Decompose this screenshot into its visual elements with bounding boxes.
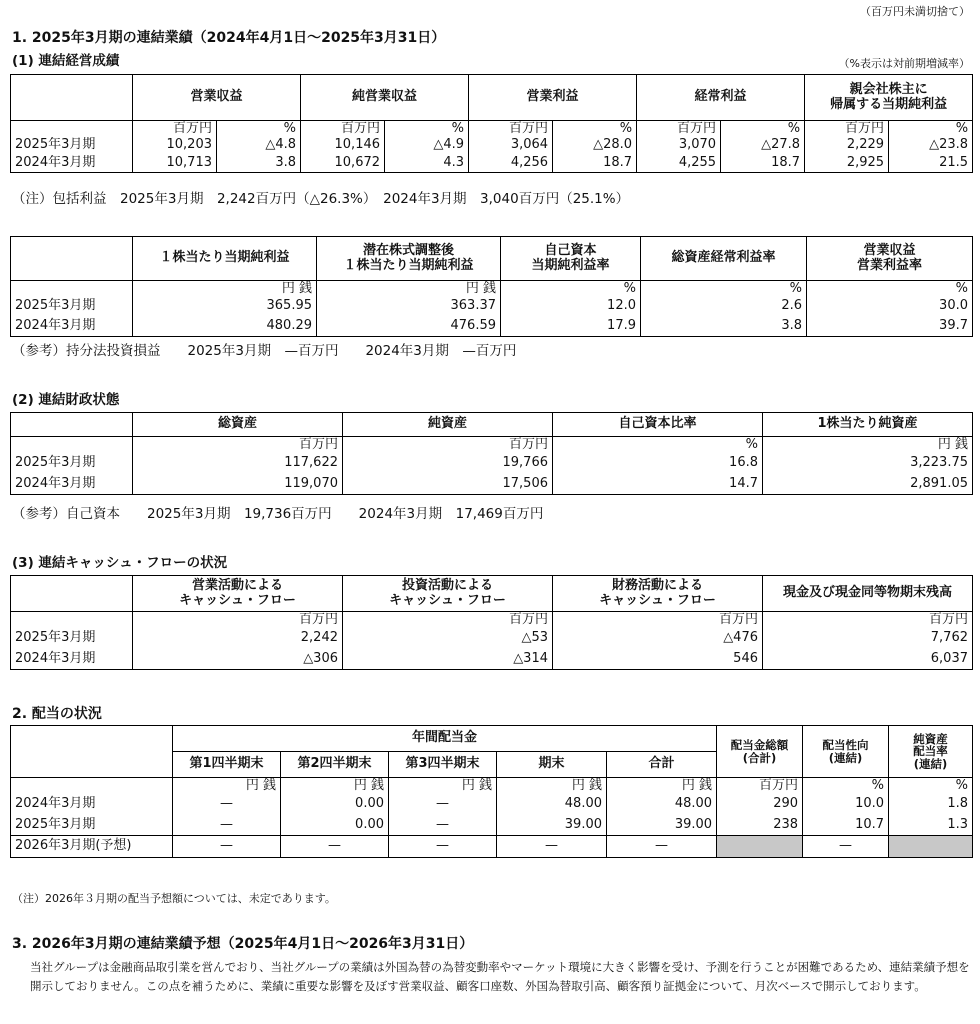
header-financing-cf: 財務活動による キャッシュ・フロー	[553, 576, 763, 612]
value-cell: 17.9	[501, 317, 641, 337]
table-row	[11, 628, 973, 649]
unit-cell: 円 銭	[133, 281, 317, 297]
value-cell: 30.0	[807, 297, 973, 317]
value-cell: 2,229	[805, 137, 889, 155]
value-cell: 10,713	[133, 155, 217, 173]
value-cell: △23.8	[889, 137, 973, 155]
table-row	[11, 794, 973, 815]
value-cell: —	[389, 815, 497, 836]
operating-results-table	[10, 74, 973, 173]
value-cell: 4.3	[385, 155, 469, 173]
value-cell: —	[803, 836, 889, 858]
dividend-table	[10, 725, 973, 858]
table-row	[11, 474, 973, 495]
value-cell: 3,223.75	[763, 453, 973, 474]
header-blank	[11, 237, 133, 281]
unit-cell: 百万円	[343, 437, 553, 453]
subsection-2-title: (2) 連結財政状態	[12, 392, 120, 408]
value-cell: 39.7	[807, 317, 973, 337]
value-cell: △53	[343, 628, 553, 649]
cash-flow-table	[10, 575, 973, 670]
subsection-1-title: (1) 連結経営成績	[12, 53, 120, 69]
value-cell: —	[281, 836, 389, 858]
value-cell: 290	[717, 794, 803, 815]
header-revenue: 営業収益	[133, 75, 301, 121]
value-cell: 10.0	[803, 794, 889, 815]
value-cell: 39.00	[497, 815, 607, 836]
value-cell: 21.5	[889, 155, 973, 173]
unit-cell: %	[803, 778, 889, 794]
header-operating-cf: 営業活動による キャッシュ・フロー	[133, 576, 343, 612]
value-cell: 2,891.05	[763, 474, 973, 495]
value-cell: △28.0	[553, 137, 637, 155]
header-blank	[11, 75, 133, 121]
value-cell: 3,064	[469, 137, 553, 155]
value-cell: 1.3	[889, 815, 973, 836]
value-cell: 12.0	[501, 297, 641, 317]
unit-cell: 円 銭	[173, 778, 281, 794]
header-cash-balance: 現金及び現金同等物期末残高	[763, 576, 973, 612]
row-label: 2025年3月期	[15, 298, 96, 314]
unit-cell: 百万円	[133, 121, 217, 137]
value-cell: 365.95	[133, 297, 317, 317]
row-label: 2025年3月期	[15, 454, 96, 470]
header-total-assets: 総資産	[133, 413, 343, 437]
row-label: 2025年3月期	[15, 816, 96, 832]
value-cell: △314	[343, 649, 553, 670]
table-row	[11, 815, 973, 836]
value-cell: 4,255	[637, 155, 721, 173]
header-roa: 総資産経常利益率	[641, 237, 807, 281]
unit-cell: 百万円	[133, 612, 343, 628]
unit-cell: 円 銭	[763, 437, 973, 453]
value-cell: 48.00	[607, 794, 717, 815]
table-row	[11, 297, 973, 317]
value-cell: 18.7	[553, 155, 637, 173]
per-share-table	[10, 236, 973, 337]
unit-cell: 円 銭	[607, 778, 717, 794]
value-cell: 238	[717, 815, 803, 836]
value-cell: 4,256	[469, 155, 553, 173]
value-cell: 1.8	[889, 794, 973, 815]
value-cell: 17,506	[343, 474, 553, 495]
row-label: 2024年3月期	[15, 650, 96, 666]
value-cell-shaded	[889, 836, 973, 858]
value-cell: 3.8	[217, 155, 301, 173]
table-row-forecast	[11, 836, 973, 858]
value-cell: 10,146	[301, 137, 385, 155]
header-bps: 1株当たり純資産	[763, 413, 973, 437]
value-cell: 7,762	[763, 628, 973, 649]
value-cell: 2.6	[641, 297, 807, 317]
section-2-title: 2. 配当の状況	[12, 706, 102, 722]
header-q3: 第3四半期末	[389, 752, 497, 778]
header-year-end: 期末	[497, 752, 607, 778]
value-cell: 0.00	[281, 815, 389, 836]
header-payout-ratio: 配当性向 (連結)	[803, 726, 889, 778]
unit-cell: 円 銭	[281, 778, 389, 794]
subsection-3-title: (3) 連結キャッシュ・フローの状況	[12, 555, 228, 571]
comprehensive-income-note: （注）包括利益 2025年3月期 2,242百万円（△26.3%） 2024年3月期 3,040百万円（25.1%）	[12, 191, 630, 207]
value-cell: 19,766	[343, 453, 553, 474]
header-net-assets: 純資産	[343, 413, 553, 437]
header-ordinary-income: 経常利益	[637, 75, 805, 121]
header-operating-income: 営業利益	[469, 75, 637, 121]
value-cell: 2,925	[805, 155, 889, 173]
header-blank	[11, 576, 133, 612]
unit-cell: 百万円	[805, 121, 889, 137]
value-cell: 480.29	[133, 317, 317, 337]
unit-cell: 円 銭	[389, 778, 497, 794]
header-diluted-eps: 潜在株式調整後 １株当たり当期純利益	[317, 237, 501, 281]
value-cell: —	[607, 836, 717, 858]
value-cell: 3,070	[637, 137, 721, 155]
equity-method-note: （参考）持分法投資損益 2025年3月期 —百万円 2024年3月期 —百万円	[12, 343, 517, 359]
table-row	[11, 137, 973, 155]
table-row	[11, 649, 973, 670]
value-cell: 48.00	[497, 794, 607, 815]
unit-cell: 百万円	[469, 121, 553, 137]
percent-note: （%表示は対前期増減率）	[838, 57, 970, 70]
row-label: 2024年3月期	[15, 795, 96, 811]
value-cell: △27.8	[721, 137, 805, 155]
forecast-paragraph: 当社グループは金融商品取引業を営んでおり、当社グループの業績は外国為替の為替変動率やマーケット環境に大きく影響を受け、予測を行うことが困難であるため、連結業績予想を開示しておりません。この点を補うために、業績に重要な影響を及ぼす営業収益、顧客口座数、外国為替取引高、顧客預り証拠金について、月次ベースで開示しております。	[30, 960, 970, 993]
header-total: 合計	[607, 752, 717, 778]
unit-cell: 円 銭	[497, 778, 607, 794]
value-cell: 363.37	[317, 297, 501, 317]
header-blank	[11, 413, 133, 437]
unit-cell: 百万円	[717, 778, 803, 794]
equity-note: （参考）自己資本 2025年3月期 19,736百万円 2024年3月期 17,469百万円	[12, 506, 544, 522]
unit-cell: 百万円	[301, 121, 385, 137]
value-cell: △4.8	[217, 137, 301, 155]
unit-cell: %	[385, 121, 469, 137]
header-net-income: 親会社株主に 帰属する当期純利益	[805, 75, 973, 121]
header-doe: 純資産 配当率 (連結)	[889, 726, 973, 778]
financial-position-table	[10, 412, 973, 495]
header-q1: 第1四半期末	[173, 752, 281, 778]
value-cell: —	[497, 836, 607, 858]
header-equity-ratio: 自己資本比率	[553, 413, 763, 437]
unit-note: （百万円未満切捨て）	[860, 5, 970, 18]
value-cell: —	[389, 836, 497, 858]
value-cell: 117,622	[133, 453, 343, 474]
unit-cell: %	[553, 437, 763, 453]
row-label: 2025年3月期	[15, 137, 96, 153]
value-cell: 546	[553, 649, 763, 670]
unit-cell: 百万円	[637, 121, 721, 137]
value-cell: 10,203	[133, 137, 217, 155]
header-eps: １株当たり当期純利益	[133, 237, 317, 281]
value-cell: —	[389, 794, 497, 815]
row-label: 2024年3月期	[15, 318, 96, 334]
header-total-dividend: 配当金総額 (合計)	[717, 726, 803, 778]
unit-cell: %	[217, 121, 301, 137]
row-label: 2024年3月期	[15, 475, 96, 491]
unit-cell: 百万円	[343, 612, 553, 628]
value-cell: 3.8	[641, 317, 807, 337]
unit-cell: %	[889, 121, 973, 137]
value-cell: —	[173, 794, 281, 815]
header-investing-cf: 投資活動による キャッシュ・フロー	[343, 576, 553, 612]
value-cell-shaded	[717, 836, 803, 858]
unit-cell: 百万円	[553, 612, 763, 628]
value-cell: △306	[133, 649, 343, 670]
value-cell: 10,672	[301, 155, 385, 173]
value-cell: △476	[553, 628, 763, 649]
value-cell: —	[173, 836, 281, 858]
row-label: 2024年3月期	[15, 155, 96, 171]
value-cell: 18.7	[721, 155, 805, 173]
unit-cell: %	[807, 281, 973, 297]
value-cell: 10.7	[803, 815, 889, 836]
section-3-title: 3. 2026年3月期の連結業績予想（2025年4月1日～2026年3月31日）	[12, 936, 474, 952]
header-blank	[11, 726, 173, 778]
dividend-note: （注）2026年３月期の配当予想額については、未定であります。	[12, 892, 336, 905]
row-label: 2025年3月期	[15, 629, 96, 645]
value-cell: —	[173, 815, 281, 836]
section-1-title: 1. 2025年3月期の連結業績（2024年4月1日～2025年3月31日）	[12, 30, 446, 46]
unit-cell: %	[553, 121, 637, 137]
unit-cell: %	[889, 778, 973, 794]
table-row	[11, 155, 973, 173]
unit-cell: 百万円	[763, 612, 973, 628]
value-cell: 16.8	[553, 453, 763, 474]
table-row	[11, 317, 973, 337]
header-annual-dividend: 年間配当金	[173, 726, 717, 752]
value-cell: △4.9	[385, 137, 469, 155]
header-q2: 第2四半期末	[281, 752, 389, 778]
header-op-margin: 営業収益 営業利益率	[807, 237, 973, 281]
value-cell: 6,037	[763, 649, 973, 670]
unit-cell: %	[501, 281, 641, 297]
unit-cell: 円 銭	[317, 281, 501, 297]
header-roe: 自己資本 当期純利益率	[501, 237, 641, 281]
value-cell: 14.7	[553, 474, 763, 495]
unit-cell: 百万円	[133, 437, 343, 453]
value-cell: 119,070	[133, 474, 343, 495]
value-cell: 39.00	[607, 815, 717, 836]
header-net-revenue: 純営業収益	[301, 75, 469, 121]
value-cell: 0.00	[281, 794, 389, 815]
value-cell: 476.59	[317, 317, 501, 337]
unit-cell: %	[641, 281, 807, 297]
row-label: 2026年3月期(予想)	[11, 836, 173, 858]
value-cell: 2,242	[133, 628, 343, 649]
table-row	[11, 453, 973, 474]
unit-cell: %	[721, 121, 805, 137]
